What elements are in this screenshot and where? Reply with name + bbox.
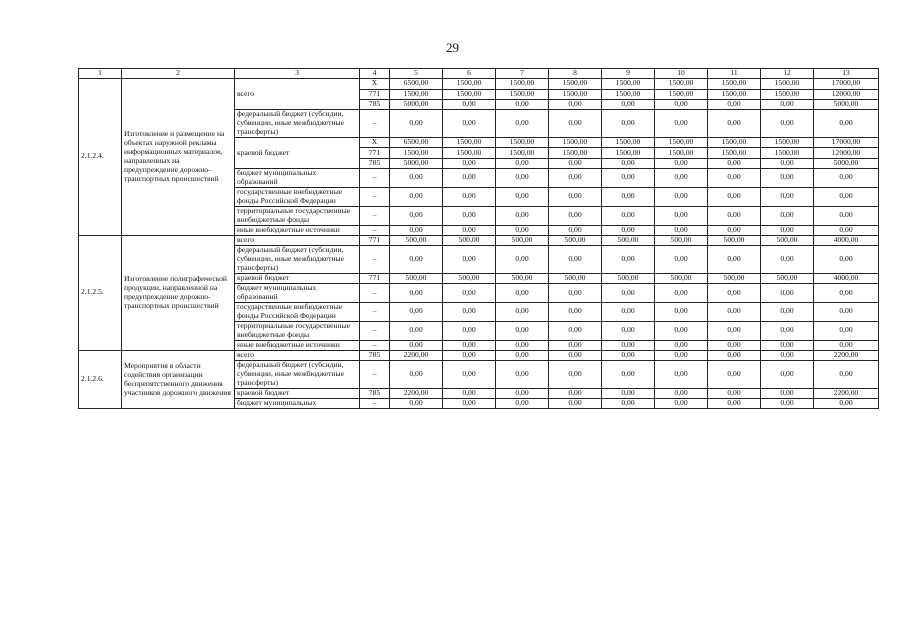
amount-cell: 0,00: [655, 110, 708, 138]
amount-cell: 0,00: [814, 321, 879, 340]
amount-cell: 0,00: [602, 110, 655, 138]
amount-cell: 0,00: [708, 388, 761, 398]
amount-cell: 0,00: [761, 302, 814, 321]
budget-code: –: [360, 168, 390, 187]
amount-cell: 0,00: [602, 245, 655, 273]
amount-cell: 0,00: [443, 99, 496, 109]
amount-cell: 0,00: [761, 187, 814, 206]
amount-cell: 0,00: [549, 284, 602, 303]
amount-cell: 0,00: [761, 321, 814, 340]
amount-cell: 0,00: [443, 206, 496, 225]
amount-cell: 0,00: [655, 399, 708, 409]
budget-code: Х: [360, 79, 390, 89]
amount-cell: 0,00: [708, 350, 761, 360]
amount-cell: 500,00: [602, 273, 655, 283]
amount-cell: 0,00: [390, 302, 443, 321]
amount-cell: 0,00: [814, 361, 879, 389]
amount-cell: 500,00: [655, 235, 708, 245]
amount-cell: 0,00: [814, 225, 879, 235]
header-cell: 4: [360, 69, 390, 79]
budget-code: –: [360, 225, 390, 235]
amount-cell: 0,00: [655, 168, 708, 187]
amount-cell: 0,00: [390, 187, 443, 206]
budget-code: 785: [360, 99, 390, 109]
budget-code: –: [360, 340, 390, 350]
amount-cell: 0,00: [814, 110, 879, 138]
funding-source: государственные внебюджетные фонды Российской Федерации: [235, 187, 360, 206]
amount-cell: 17000,00: [814, 138, 879, 148]
amount-cell: 1500,00: [761, 89, 814, 99]
item-name: Изготовление и размещение на объектах наружной рекламы информационных материалов, направленных на предупреждение дорожно-транспортных происшествий: [122, 79, 235, 235]
amount-cell: 0,00: [496, 321, 549, 340]
amount-cell: 0,00: [708, 284, 761, 303]
item-number: 2.1.2.5.: [79, 235, 122, 350]
amount-cell: 0,00: [655, 225, 708, 235]
amount-cell: 0,00: [549, 321, 602, 340]
amount-cell: 0,00: [549, 206, 602, 225]
amount-cell: 1500,00: [549, 89, 602, 99]
amount-cell: 1500,00: [496, 79, 549, 89]
amount-cell: 0,00: [549, 168, 602, 187]
amount-cell: 500,00: [655, 273, 708, 283]
budget-code: –: [360, 321, 390, 340]
amount-cell: 500,00: [602, 235, 655, 245]
amount-cell: 1500,00: [655, 89, 708, 99]
amount-cell: 0,00: [814, 284, 879, 303]
amount-cell: 0,00: [443, 361, 496, 389]
header-cell: 1: [79, 69, 122, 79]
header-cell: 5: [390, 69, 443, 79]
funding-source: территориальные государственные внебюджетные фонды: [235, 206, 360, 225]
amount-cell: 0,00: [496, 187, 549, 206]
amount-cell: 1500,00: [496, 138, 549, 148]
amount-cell: 6500,00: [390, 138, 443, 148]
budget-code: 785: [360, 388, 390, 398]
amount-cell: 0,00: [761, 206, 814, 225]
item-name: Мероприятия в области содействия организации беспрепятственного движения участников дорожного движения: [122, 350, 235, 409]
amount-cell: 0,00: [655, 340, 708, 350]
amount-cell: 0,00: [761, 388, 814, 398]
amount-cell: 1500,00: [655, 148, 708, 158]
amount-cell: 0,00: [496, 110, 549, 138]
header-cell: 6: [443, 69, 496, 79]
amount-cell: 500,00: [549, 273, 602, 283]
amount-cell: 1500,00: [708, 148, 761, 158]
amount-cell: 0,00: [496, 361, 549, 389]
funding-source: краевой бюджет: [235, 138, 360, 169]
amount-cell: 0,00: [549, 110, 602, 138]
amount-cell: 0,00: [655, 187, 708, 206]
amount-cell: 500,00: [708, 235, 761, 245]
amount-cell: 0,00: [602, 206, 655, 225]
amount-cell: 500,00: [443, 235, 496, 245]
amount-cell: 1500,00: [390, 148, 443, 158]
amount-cell: 6500,00: [390, 79, 443, 89]
amount-cell: 0,00: [602, 361, 655, 389]
amount-cell: 0,00: [496, 225, 549, 235]
amount-cell: 0,00: [390, 284, 443, 303]
header-cell: 3: [235, 69, 360, 79]
funding-source: краевой бюджет: [235, 273, 360, 283]
amount-cell: 0,00: [549, 245, 602, 273]
amount-cell: 0,00: [390, 168, 443, 187]
amount-cell: 0,00: [496, 245, 549, 273]
amount-cell: 0,00: [549, 350, 602, 360]
item-name: Изготовление полиграфической продукции, направленной на предупреждение дорожно-транспортных происшествий: [122, 235, 235, 350]
amount-cell: 0,00: [708, 206, 761, 225]
header-cell: 13: [814, 69, 879, 79]
amount-cell: 0,00: [390, 321, 443, 340]
budget-code: Х: [360, 138, 390, 148]
amount-cell: 500,00: [390, 235, 443, 245]
page-number: 29: [446, 40, 459, 55]
amount-cell: 4000,00: [814, 235, 879, 245]
item-number: 2.1.2.6.: [79, 350, 122, 409]
amount-cell: 0,00: [602, 388, 655, 398]
amount-cell: 2200,00: [390, 388, 443, 398]
amount-cell: 0,00: [761, 225, 814, 235]
funding-source: иные внебюджетные источники: [235, 225, 360, 235]
header-cell: 12: [761, 69, 814, 79]
amount-cell: 1500,00: [496, 89, 549, 99]
amount-cell: 0,00: [708, 158, 761, 168]
amount-cell: 0,00: [443, 225, 496, 235]
amount-cell: 2200,00: [390, 350, 443, 360]
funding-source: иные внебюджетные источники: [235, 340, 360, 350]
amount-cell: 0,00: [655, 350, 708, 360]
amount-cell: 0,00: [443, 245, 496, 273]
amount-cell: 0,00: [390, 340, 443, 350]
header-cell: 10: [655, 69, 708, 79]
amount-cell: 0,00: [602, 340, 655, 350]
amount-cell: 0,00: [761, 350, 814, 360]
budget-code: –: [360, 110, 390, 138]
amount-cell: 0,00: [761, 99, 814, 109]
amount-cell: 0,00: [814, 206, 879, 225]
amount-cell: 1500,00: [443, 89, 496, 99]
amount-cell: 0,00: [655, 99, 708, 109]
amount-cell: 1500,00: [549, 148, 602, 158]
amount-cell: 0,00: [655, 206, 708, 225]
funding-source: федеральный бюджет (субсидии, субвенции, иные межбюджетные трансферты): [235, 361, 360, 389]
amount-cell: 2200,00: [814, 350, 879, 360]
amount-cell: 0,00: [708, 399, 761, 409]
amount-cell: 1500,00: [549, 79, 602, 89]
header-cell: 7: [496, 69, 549, 79]
funding-source: всего: [235, 350, 360, 360]
amount-cell: 12000,00: [814, 89, 879, 99]
amount-cell: 0,00: [602, 99, 655, 109]
table-body: [79, 69, 879, 409]
funding-source: федеральный бюджет (субсидии, субвенции, иные межбюджетные трансферты): [235, 245, 360, 273]
amount-cell: 0,00: [602, 168, 655, 187]
amount-cell: 0,00: [708, 361, 761, 389]
funding-source: всего: [235, 79, 360, 110]
amount-cell: 0,00: [602, 302, 655, 321]
amount-cell: 1500,00: [708, 79, 761, 89]
amount-cell: 0,00: [549, 399, 602, 409]
amount-cell: 1500,00: [761, 79, 814, 89]
amount-cell: 0,00: [390, 245, 443, 273]
amount-cell: 1500,00: [761, 138, 814, 148]
amount-cell: 0,00: [549, 388, 602, 398]
amount-cell: 0,00: [390, 110, 443, 138]
amount-cell: 0,00: [761, 168, 814, 187]
header-cell: 2: [122, 69, 235, 79]
amount-cell: 1500,00: [443, 79, 496, 89]
amount-cell: 0,00: [390, 225, 443, 235]
amount-cell: 1500,00: [602, 89, 655, 99]
amount-cell: 0,00: [443, 110, 496, 138]
amount-cell: 0,00: [602, 225, 655, 235]
amount-cell: 0,00: [814, 168, 879, 187]
budget-code: 785: [360, 158, 390, 168]
amount-cell: 0,00: [814, 187, 879, 206]
amount-cell: 1500,00: [708, 89, 761, 99]
amount-cell: 0,00: [443, 187, 496, 206]
amount-cell: 1500,00: [496, 148, 549, 158]
amount-cell: 5000,00: [814, 158, 879, 168]
amount-cell: 0,00: [549, 361, 602, 389]
amount-cell: 0,00: [443, 302, 496, 321]
amount-cell: 5000,00: [814, 99, 879, 109]
amount-cell: 0,00: [814, 245, 879, 273]
amount-cell: 0,00: [549, 99, 602, 109]
amount-cell: 0,00: [708, 340, 761, 350]
budget-code: –: [360, 187, 390, 206]
amount-cell: 5000,00: [390, 99, 443, 109]
amount-cell: 0,00: [496, 206, 549, 225]
budget-code: 771: [360, 235, 390, 245]
amount-cell: 0,00: [655, 388, 708, 398]
amount-cell: 0,00: [496, 340, 549, 350]
budget-code: –: [360, 399, 390, 409]
amount-cell: 0,00: [708, 321, 761, 340]
amount-cell: 0,00: [443, 321, 496, 340]
budget-code: –: [360, 302, 390, 321]
amount-cell: 0,00: [549, 302, 602, 321]
amount-cell: 0,00: [496, 388, 549, 398]
amount-cell: 1500,00: [390, 89, 443, 99]
amount-cell: 0,00: [496, 350, 549, 360]
budget-code: –: [360, 361, 390, 389]
amount-cell: 0,00: [814, 399, 879, 409]
budget-code: 771: [360, 273, 390, 283]
amount-cell: 0,00: [443, 168, 496, 187]
budget-code: 771: [360, 148, 390, 158]
amount-cell: 12000,00: [814, 148, 879, 158]
amount-cell: 2200,00: [814, 388, 879, 398]
funding-source: бюджет муниципальных: [235, 399, 360, 409]
amount-cell: 0,00: [761, 245, 814, 273]
amount-cell: 0,00: [655, 361, 708, 389]
table-row: [79, 79, 879, 89]
amount-cell: 500,00: [549, 235, 602, 245]
budget-code: 785: [360, 350, 390, 360]
amount-cell: 0,00: [655, 302, 708, 321]
funding-source: всего: [235, 235, 360, 245]
amount-cell: 0,00: [761, 340, 814, 350]
budget-table: [78, 68, 879, 409]
header-row: [79, 69, 879, 79]
amount-cell: 0,00: [708, 225, 761, 235]
amount-cell: 0,00: [655, 284, 708, 303]
amount-cell: 0,00: [602, 399, 655, 409]
amount-cell: 0,00: [708, 245, 761, 273]
amount-cell: 0,00: [708, 168, 761, 187]
amount-cell: 0,00: [443, 158, 496, 168]
amount-cell: 500,00: [761, 235, 814, 245]
amount-cell: 500,00: [496, 273, 549, 283]
amount-cell: 0,00: [761, 361, 814, 389]
amount-cell: 0,00: [602, 284, 655, 303]
amount-cell: 0,00: [655, 321, 708, 340]
amount-cell: 0,00: [602, 158, 655, 168]
amount-cell: 1500,00: [655, 138, 708, 148]
funding-source: бюджет муниципальных образований: [235, 168, 360, 187]
amount-cell: 0,00: [496, 168, 549, 187]
amount-cell: 1500,00: [761, 148, 814, 158]
amount-cell: 500,00: [443, 273, 496, 283]
amount-cell: 0,00: [390, 399, 443, 409]
amount-cell: 0,00: [390, 206, 443, 225]
funding-source: территориальные государственные внебюджетные фонды: [235, 321, 360, 340]
funding-source: бюджет муниципальных образований: [235, 284, 360, 303]
item-number: 2.1.2.4.: [79, 79, 122, 235]
header-cell: 11: [708, 69, 761, 79]
amount-cell: 0,00: [814, 302, 879, 321]
amount-cell: 1500,00: [443, 138, 496, 148]
amount-cell: 0,00: [655, 158, 708, 168]
amount-cell: 0,00: [443, 350, 496, 360]
budget-code: 771: [360, 89, 390, 99]
amount-cell: 0,00: [549, 187, 602, 206]
header-cell: 8: [549, 69, 602, 79]
amount-cell: 500,00: [496, 235, 549, 245]
amount-cell: 0,00: [443, 388, 496, 398]
amount-cell: 0,00: [761, 158, 814, 168]
amount-cell: 0,00: [602, 187, 655, 206]
amount-cell: 0,00: [814, 340, 879, 350]
table-row: [79, 235, 879, 245]
amount-cell: 0,00: [549, 225, 602, 235]
amount-cell: 0,00: [761, 110, 814, 138]
amount-cell: 0,00: [443, 399, 496, 409]
funding-source: государственные внебюджетные фонды Российской Федерации: [235, 302, 360, 321]
amount-cell: 4000,00: [814, 273, 879, 283]
budget-code: –: [360, 284, 390, 303]
amount-cell: 0,00: [708, 187, 761, 206]
amount-cell: 0,00: [496, 158, 549, 168]
amount-cell: 0,00: [761, 284, 814, 303]
amount-cell: 0,00: [761, 399, 814, 409]
amount-cell: 0,00: [443, 284, 496, 303]
amount-cell: 0,00: [549, 340, 602, 350]
amount-cell: 0,00: [602, 350, 655, 360]
amount-cell: 1500,00: [549, 138, 602, 148]
amount-cell: 1500,00: [443, 148, 496, 158]
header-cell: 9: [602, 69, 655, 79]
funding-source: краевой бюджет: [235, 388, 360, 398]
amount-cell: 0,00: [708, 302, 761, 321]
amount-cell: 1500,00: [708, 138, 761, 148]
amount-cell: 0,00: [549, 158, 602, 168]
amount-cell: 0,00: [390, 361, 443, 389]
amount-cell: 0,00: [655, 245, 708, 273]
funding-source: федеральный бюджет (субсидии, субвенции, иные межбюджетные трансферты): [235, 110, 360, 138]
amount-cell: 1500,00: [602, 79, 655, 89]
amount-cell: 500,00: [708, 273, 761, 283]
amount-cell: 1500,00: [602, 138, 655, 148]
amount-cell: 0,00: [496, 302, 549, 321]
amount-cell: 0,00: [496, 99, 549, 109]
amount-cell: 1500,00: [602, 148, 655, 158]
amount-cell: 0,00: [602, 321, 655, 340]
budget-code: –: [360, 206, 390, 225]
amount-cell: 0,00: [496, 399, 549, 409]
amount-cell: 500,00: [761, 273, 814, 283]
amount-cell: 0,00: [443, 340, 496, 350]
amount-cell: 500,00: [390, 273, 443, 283]
amount-cell: 0,00: [708, 99, 761, 109]
budget-code: –: [360, 245, 390, 273]
amount-cell: 0,00: [708, 110, 761, 138]
amount-cell: 5000,00: [390, 158, 443, 168]
table-row: [79, 350, 879, 360]
amount-cell: 17000,00: [814, 79, 879, 89]
amount-cell: 1500,00: [655, 79, 708, 89]
amount-cell: 0,00: [496, 284, 549, 303]
